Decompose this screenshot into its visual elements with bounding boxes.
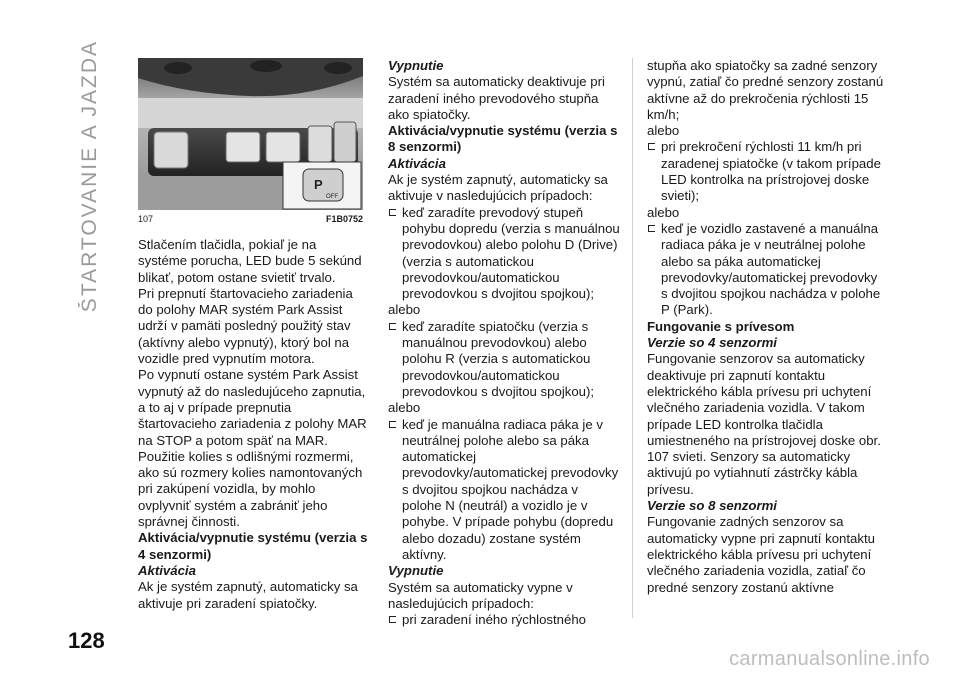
paragraph: Systém sa automaticky deaktivuje pri zaradení iného prevodového stupňa ako spiatočky.	[388, 74, 605, 122]
figure-code: F1B0752	[325, 214, 363, 224]
page-number: 128	[68, 628, 105, 653]
bullet-item: pri prekročení rýchlosti 11 km/h pri zaradenej spiatočke (v takom prípade LED kontrolka na prístrojovej doske svieti);	[647, 139, 885, 204]
paragraph: Použitie kolies s odlišnými rozmermi, ako sú rozmery kolies namontovaných pri zakúpení vozidla, by mohlo ovplyvniť systém a zabrániť jeho správnej činnosti.	[138, 448, 363, 530]
heading: Fungovanie s prívesom	[647, 318, 795, 334]
paragraph: Systém sa automaticky vypne v nasledujúcich prípadoch:	[388, 579, 573, 611]
connector-text: alebo	[647, 204, 680, 220]
bullet-item: keď je vozidlo zastavené a manuálna radiaca páka je v neutrálnej polohe alebo sa páka automatickej prevodovky/automatickej prevodovky s dvojitou spojkou nachádza v polohe P (Park).	[647, 221, 885, 319]
connector-text: alebo	[647, 123, 680, 139]
connector-text: alebo	[388, 400, 421, 416]
heading: Aktivácia/vypnutie systému (verzia s 8 senzormi)	[388, 123, 618, 155]
figure-button-label: P	[314, 177, 323, 192]
bullet-item: keď je manuálna radiaca páka je v neutrálnej polohe alebo sa páka automatickej prevodovky/automatickej prevodovky s dvojitou spojkou nachádza v polohe N (neutrál) a vozidlo je v pohybe. V prípade pohybu (dopredu alebo dozadu) zostane systém aktívny.	[388, 417, 620, 564]
column-1	[138, 237, 368, 612]
paragraph: Ak je systém zapnutý, automaticky sa aktivuje pri zaradení spiatočky.	[138, 579, 358, 611]
section-title: ŠTARTOVANIE A JAZDA	[78, 40, 101, 313]
subheading: Vypnutie	[388, 58, 444, 73]
subheading: Verzie so 4 senzormi	[647, 335, 777, 351]
column-divider	[632, 58, 633, 618]
subheading: Aktivácia	[138, 562, 196, 578]
paragraph: Stlačením tlačidla, pokiaľ je na systéme porucha, LED bude 5 sekúnd blikať, potom ostane svietiť trvalo.	[138, 237, 362, 285]
bullet-item: keď zaradíte spiatočku (verzia s manuálnou prevodovkou) alebo polohu R (verzia s automatickou prevodovkou/automatickou prevodovkou s dvojitou spojkou);	[388, 319, 620, 400]
figure-button-sublabel: OFF	[326, 194, 338, 200]
paragraph: stupňa ako spiatočky sa zadné senzory vypnú, zatiaľ čo predné senzory zostanú aktívne až do prekročenia rýchlosti 15 km/h;	[647, 58, 884, 122]
paragraph: Ak je systém zapnutý, automaticky sa aktivuje v nasledujúcich prípadoch:	[388, 172, 608, 204]
bullet-item: pri zaradení iného rýchlostného	[388, 612, 620, 628]
subheading: Verzie so 8 senzormi	[647, 498, 777, 514]
figure-107	[138, 58, 363, 224]
watermark: carmanualsonline.info	[729, 648, 930, 670]
paragraph: Fungovanie senzorov sa automaticky deaktivuje pri zapnutí kontaktu elektrického kábla prívesu pri uchytení vlečného zariadenia vozidla. V takom prípade LED kontrolka tlačidla umiestneného na prístrojovej doske obr. 107 svieti. Senzory sa automaticky aktivujú po vytiahnutí zástrčky kábla prívesu.	[647, 351, 881, 497]
figure-label: 107	[138, 214, 154, 224]
subheading: Vypnutie	[388, 563, 444, 579]
subheading: Aktivácia	[388, 155, 446, 171]
paragraph: Pri prepnutí štartovacieho zariadenia do polohy MAR systém Park Assist udrží v pamäti posledný použitý stav (aktívny alebo vypnutý), ktorý bol na vozidle pred vypnutím motora.	[138, 285, 353, 367]
paragraph: Po vypnutí ostane systém Park Assist vypnutý až do nasledujúceho zapnutia, a to aj v prípade prepnutia štartovacieho zariadenia z polohy MAR na STOP a potom späť na MAR.	[138, 367, 367, 448]
bullet-item: keď zaradíte prevodový stupeň pohybu dopredu (verzia s manuálnou prevodovkou) alebo polohu D (Drive) (verzia s automatickou prevodovkou/automatickou prevodovkou s dvojitou spojkou);	[388, 205, 620, 303]
column-3	[647, 58, 885, 596]
connector-text: alebo	[388, 302, 421, 318]
paragraph: Fungovanie zadných senzorov sa automaticky vypne pri zapnutí kontaktu elektrického kábla prívesu pri uchytení vlečného zariadenia vozidla, zatiaľ čo predné senzory zostanú aktívne	[647, 514, 875, 595]
column-2	[388, 58, 620, 628]
heading: Aktivácia/vypnutie systému (verzia s 4 senzormi)	[138, 530, 368, 562]
dashboard-photo	[138, 58, 363, 210]
